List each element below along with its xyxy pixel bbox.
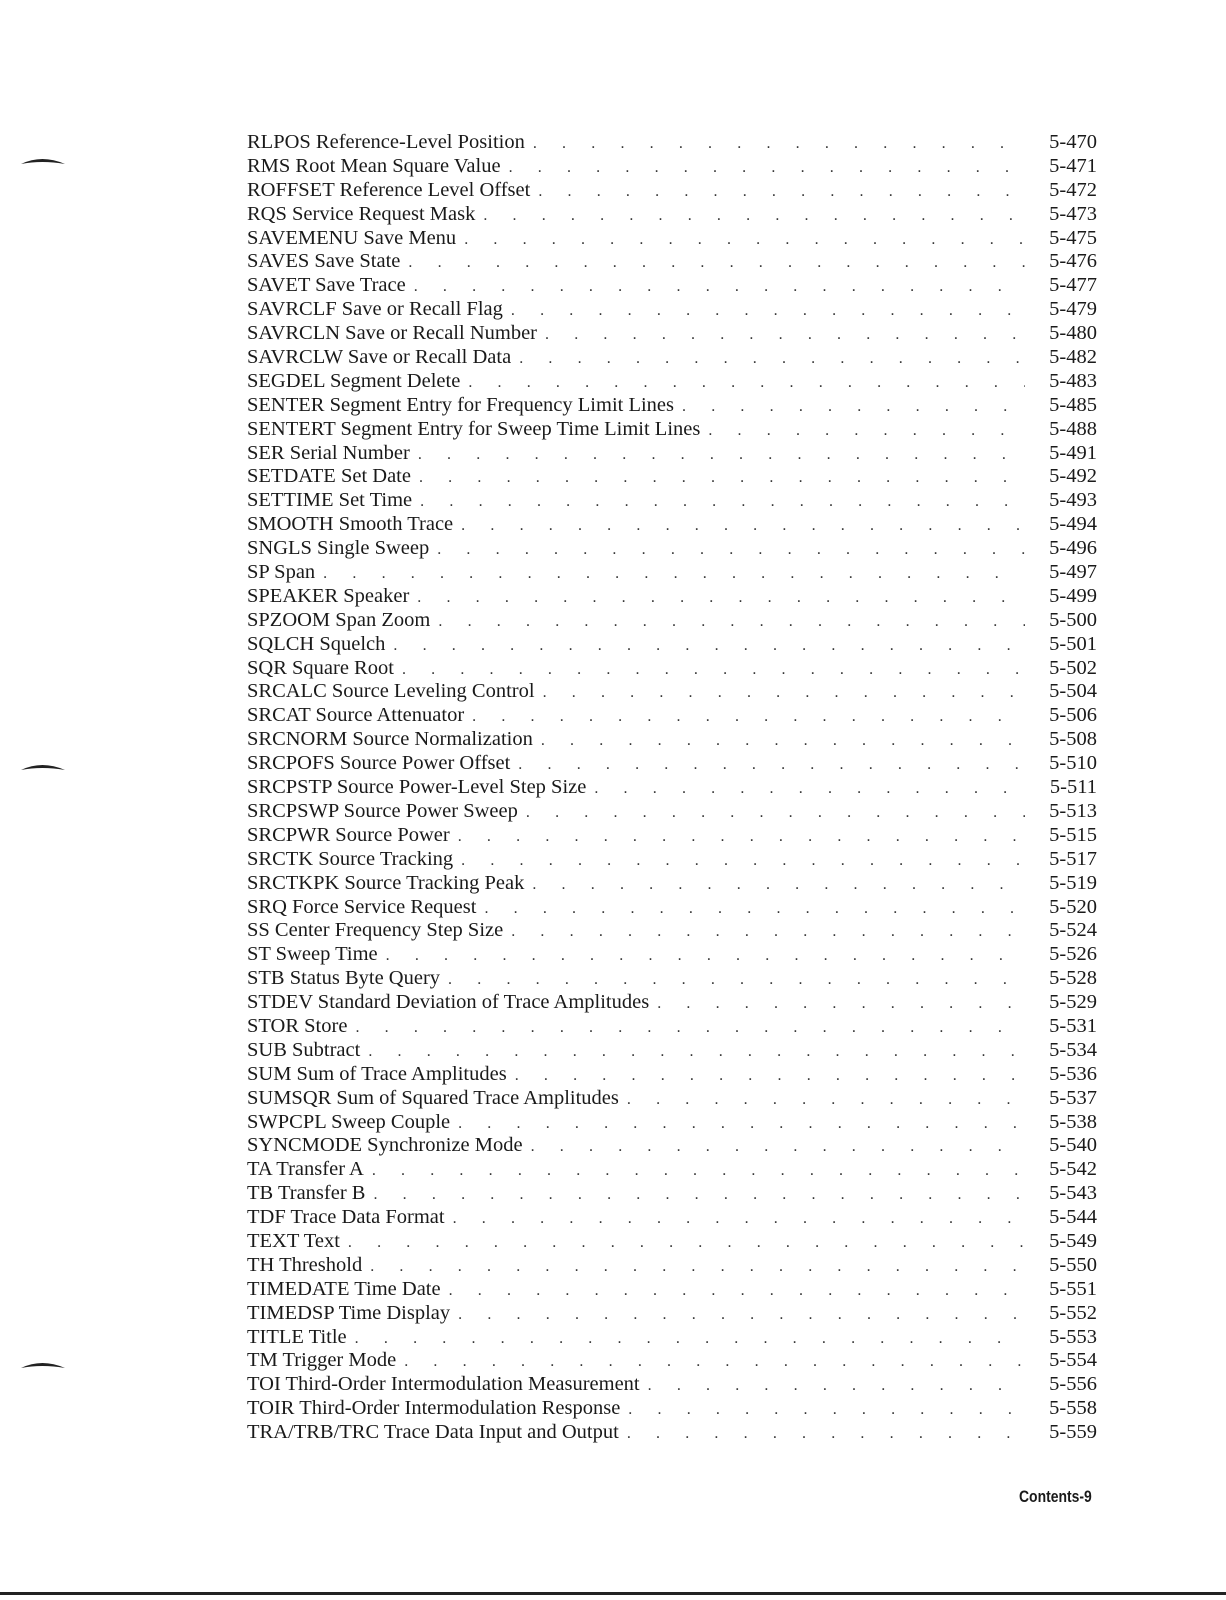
toc-entry[interactable]	[247, 561, 1097, 585]
toc-entry-page-number: 5-540	[1049, 1134, 1097, 1157]
toc-entry[interactable]	[247, 537, 1097, 561]
toc-entry-title: SETDATE Set Date	[247, 465, 411, 488]
toc-entry-page-number: 5-511	[1049, 776, 1097, 799]
toc-entry-page-number: 5-500	[1049, 608, 1097, 631]
toc-entry[interactable]	[247, 991, 1097, 1015]
dot-leader	[472, 705, 1025, 729]
dot-leader	[526, 801, 1025, 825]
toc-entry-title: SRCTK Source Tracking	[247, 847, 454, 870]
toc-entry-page-number: 5-510	[1049, 752, 1097, 775]
toc-entry[interactable]	[247, 1326, 1097, 1350]
dot-leader	[648, 1374, 1025, 1398]
toc-entry-page-number: 5-551	[1049, 1277, 1097, 1300]
toc-entry-page-number: 5-534	[1049, 1038, 1097, 1061]
dot-leader	[355, 1016, 1025, 1040]
toc-entry[interactable]	[247, 1015, 1097, 1039]
toc-entry[interactable]	[247, 131, 1097, 155]
dot-leader	[531, 1135, 1025, 1159]
toc-entry-title: TOI Third-Order Intermodulation Measurement	[247, 1373, 640, 1396]
toc-entry[interactable]	[247, 1349, 1097, 1373]
toc-entry-page-number: 5-538	[1049, 1110, 1097, 1133]
toc-entry[interactable]	[247, 1087, 1097, 1111]
dot-leader	[404, 1350, 1025, 1374]
dot-leader	[484, 897, 1025, 921]
toc-entry-title: SUB Subtract	[247, 1038, 361, 1061]
toc-entry-title: SAVET Save Trace	[247, 274, 406, 297]
toc-entry-page-number: 5-471	[1049, 154, 1097, 177]
toc-entry[interactable]	[247, 250, 1097, 274]
toc-entry-page-number: 5-524	[1049, 919, 1097, 942]
toc-entry-title: SQR Square Root	[247, 656, 394, 679]
dot-leader	[368, 1040, 1025, 1064]
toc-entry[interactable]	[247, 489, 1097, 513]
toc-entry-page-number: 5-476	[1049, 250, 1097, 273]
dot-leader	[370, 1255, 1025, 1279]
toc-entry[interactable]	[247, 1421, 1097, 1445]
toc-entry[interactable]	[247, 442, 1097, 466]
dot-leader	[448, 968, 1025, 992]
toc-entry-page-number: 5-526	[1049, 943, 1097, 966]
toc-entry-page-number: 5-552	[1049, 1301, 1097, 1324]
binder-hole-mark-icon	[20, 1361, 66, 1371]
toc-entry[interactable]	[247, 1158, 1097, 1182]
toc-entry-title: SRCALC Source Leveling Control	[247, 680, 535, 703]
toc-entry-title: TH Threshold	[247, 1253, 363, 1276]
toc-entry-title: SPEAKER Speaker	[247, 584, 410, 607]
toc-entry[interactable]	[247, 418, 1097, 442]
toc-entry-page-number: 5-473	[1049, 202, 1097, 225]
toc-entry[interactable]	[247, 1039, 1097, 1063]
toc-entry[interactable]	[247, 203, 1097, 227]
toc-entry[interactable]	[247, 179, 1097, 203]
toc-entry-title: SYNCMODE Synchronize Mode	[247, 1134, 523, 1157]
toc-entry-page-number: 5-494	[1049, 513, 1097, 536]
toc-entry-title: SENTERT Segment Entry for Sweep Time Limit Lines	[247, 417, 701, 440]
toc-entry-title: SRCAT Source Attenuator	[247, 704, 465, 727]
toc-entry[interactable]	[247, 752, 1097, 776]
dot-leader	[438, 610, 1025, 634]
toc-entry-page-number: 5-472	[1049, 178, 1097, 201]
dot-leader	[543, 681, 1025, 705]
toc-entry-title: TIMEDSP Time Display	[247, 1301, 451, 1324]
dot-leader	[511, 299, 1025, 323]
toc-entry-title: SRCPWR Source Power	[247, 823, 450, 846]
toc-entry[interactable]	[247, 824, 1097, 848]
toc-entry-page-number: 5-520	[1049, 895, 1097, 918]
toc-entry-page-number: 5-542	[1049, 1158, 1097, 1181]
dot-leader	[509, 156, 1025, 180]
toc-entry-page-number: 5-499	[1049, 584, 1097, 607]
toc-entry-page-number: 5-470	[1049, 131, 1097, 153]
toc-entry[interactable]	[247, 1254, 1097, 1278]
dot-leader	[538, 180, 1025, 204]
dot-leader	[468, 371, 1025, 395]
toc-entry-title: SRQ Force Service Request	[247, 895, 477, 918]
binder-hole-mark-icon	[20, 763, 66, 773]
toc-entry-page-number: 5-479	[1049, 298, 1097, 321]
dot-leader	[594, 777, 1025, 801]
toc-entry[interactable]	[247, 1111, 1097, 1135]
toc-entry-title: ST Sweep Time	[247, 943, 378, 966]
toc-entry-page-number: 5-556	[1049, 1373, 1097, 1396]
toc-entry-page-number: 5-493	[1049, 489, 1097, 512]
dot-leader	[532, 873, 1025, 897]
toc-entry-page-number: 5-544	[1049, 1206, 1097, 1229]
toc-entry-title: SAVRCLF Save or Recall Flag	[247, 298, 503, 321]
toc-entry-title: SRCNORM Source Normalization	[247, 728, 533, 751]
toc-entry-page-number: 5-519	[1049, 871, 1097, 894]
toc-entry[interactable]	[247, 1373, 1097, 1397]
toc-entry[interactable]	[247, 1278, 1097, 1302]
dot-leader	[464, 228, 1025, 252]
toc-entry-title: SER Serial Number	[247, 441, 410, 464]
toc-entry-page-number: 5-558	[1049, 1397, 1097, 1420]
toc-entry-page-number: 5-536	[1049, 1062, 1097, 1085]
dot-leader	[628, 1398, 1025, 1422]
toc-entry-title: TA Transfer A	[247, 1158, 364, 1181]
dot-leader	[419, 466, 1025, 490]
toc-entry-title: ROFFSET Reference Level Offset	[247, 178, 531, 201]
toc-entry[interactable]	[247, 227, 1097, 251]
toc-entry-title: TRA/TRB/TRC Trace Data Input and Output	[247, 1421, 619, 1444]
toc-entry-page-number: 5-491	[1049, 441, 1097, 464]
toc-entry[interactable]	[247, 776, 1097, 800]
dot-leader	[708, 419, 1025, 443]
toc-entry-title: STOR Store	[247, 1014, 348, 1037]
dot-leader	[372, 1159, 1025, 1183]
page-footer-label: Contents-9	[1019, 1487, 1092, 1506]
toc-entry-page-number: 5-553	[1049, 1325, 1097, 1348]
toc-entry[interactable]	[247, 633, 1097, 657]
toc-entry-page-number: 5-482	[1049, 346, 1097, 369]
toc-entry[interactable]	[247, 298, 1097, 322]
toc-entry-page-number: 5-496	[1049, 537, 1097, 560]
toc-entry-title: TEXT Text	[247, 1229, 340, 1252]
toc-entry-title: SWPCPL Sweep Couple	[247, 1110, 451, 1133]
binder-hole-mark-icon	[20, 157, 66, 167]
toc-entry-title: SQLCH Squelch	[247, 632, 386, 655]
dot-leader	[519, 347, 1025, 371]
dot-leader	[386, 944, 1025, 968]
dot-leader	[355, 1327, 1025, 1351]
dot-leader	[373, 1183, 1025, 1207]
toc-entry-page-number: 5-537	[1049, 1086, 1097, 1109]
dot-leader	[449, 1279, 1025, 1303]
dot-leader	[515, 1064, 1025, 1088]
toc-entry-title: SP Span	[247, 561, 316, 584]
toc-entry[interactable]	[247, 370, 1097, 394]
dot-leader	[393, 634, 1025, 658]
dot-leader	[511, 920, 1025, 944]
bottom-rule-divider	[0, 1592, 1226, 1595]
toc-entry[interactable]	[247, 896, 1097, 920]
toc-entry-title: SAVRCLW Save or Recall Data	[247, 346, 512, 369]
dot-leader	[323, 562, 1025, 586]
toc-entry[interactable]	[247, 800, 1097, 824]
dot-leader	[408, 251, 1025, 275]
toc-entry[interactable]	[247, 728, 1097, 752]
toc-entry-title: SRCPOFS Source Power Offset	[247, 752, 511, 775]
toc-entry-title: RMS Root Mean Square Value	[247, 154, 501, 177]
dot-leader	[420, 490, 1025, 514]
toc-entry-page-number: 5-508	[1049, 728, 1097, 751]
toc-entry-title: TB Transfer B	[247, 1182, 366, 1205]
dot-leader	[461, 849, 1025, 873]
dot-leader	[682, 395, 1025, 419]
toc-entry-title: SUMSQR Sum of Squared Trace Amplitudes	[247, 1086, 619, 1109]
toc-entry-page-number: 5-554	[1049, 1349, 1097, 1372]
toc-entry[interactable]	[247, 967, 1097, 991]
toc-entry[interactable]	[247, 274, 1097, 298]
dot-leader	[458, 825, 1025, 849]
toc-entry[interactable]	[247, 1182, 1097, 1206]
dot-leader	[348, 1231, 1025, 1255]
toc-entry-title: TITLE Title	[247, 1325, 347, 1348]
dot-leader	[437, 538, 1025, 562]
toc-entry-title: TM Trigger Mode	[247, 1349, 397, 1372]
toc-entry-page-number: 5-517	[1049, 847, 1097, 870]
toc-entry-page-number: 5-485	[1049, 393, 1097, 416]
toc-entry-title: SS Center Frequency Step Size	[247, 919, 504, 942]
toc-entry-title: SMOOTH Smooth Trace	[247, 513, 454, 536]
toc-entry-title: RLPOS Reference-Level Position	[247, 131, 525, 153]
toc-entry[interactable]	[247, 704, 1097, 728]
toc-entry-title: SRCPSWP Source Power Sweep	[247, 799, 518, 822]
toc-entry[interactable]	[247, 943, 1097, 967]
dot-leader	[533, 132, 1025, 156]
toc-entry-title: SUM Sum of Trace Amplitudes	[247, 1062, 507, 1085]
toc-entry-title: RQS Service Request Mask	[247, 202, 476, 225]
dot-leader	[458, 1112, 1025, 1136]
dot-leader	[627, 1422, 1025, 1446]
toc-entry[interactable]	[247, 1206, 1097, 1230]
toc-entry-page-number: 5-531	[1049, 1014, 1097, 1037]
toc-entry-title: SRCTKPK Source Tracking Peak	[247, 871, 525, 894]
dot-leader	[458, 1303, 1025, 1327]
dot-leader	[518, 753, 1025, 777]
dot-leader	[657, 992, 1025, 1016]
toc-entry-page-number: 5-529	[1049, 991, 1097, 1014]
toc-entry-page-number: 5-543	[1049, 1182, 1097, 1205]
toc-entry-page-number: 5-497	[1049, 561, 1097, 584]
toc-entry-page-number: 5-515	[1049, 823, 1097, 846]
toc-entry[interactable]	[247, 1134, 1097, 1158]
toc-entry-page-number: 5-501	[1049, 632, 1097, 655]
toc-entry-title: STB Status Byte Query	[247, 967, 441, 990]
dot-leader	[545, 323, 1025, 347]
toc-entry[interactable]	[247, 1230, 1097, 1254]
toc-entry-title: TIMEDATE Time Date	[247, 1277, 441, 1300]
dot-leader	[483, 204, 1025, 228]
toc-entry-page-number: 5-502	[1049, 656, 1097, 679]
dot-leader	[541, 729, 1025, 753]
toc-entry[interactable]	[247, 848, 1097, 872]
dot-leader	[414, 275, 1025, 299]
toc-entry[interactable]	[247, 680, 1097, 704]
toc-entry-page-number: 5-549	[1049, 1229, 1097, 1252]
toc-entry[interactable]	[247, 1397, 1097, 1421]
toc-entry[interactable]	[247, 346, 1097, 370]
toc-entry-page-number: 5-559	[1049, 1421, 1097, 1444]
dot-leader	[461, 514, 1025, 538]
table-of-contents	[247, 131, 1097, 1445]
toc-entry-page-number: 5-475	[1049, 226, 1097, 249]
toc-entry[interactable]	[247, 513, 1097, 537]
toc-entry[interactable]	[247, 585, 1097, 609]
toc-entry-title: SETTIME Set Time	[247, 489, 413, 512]
toc-entry-page-number: 5-477	[1049, 274, 1097, 297]
toc-entry[interactable]	[247, 1063, 1097, 1087]
toc-entry[interactable]	[247, 465, 1097, 489]
toc-entry-page-number: 5-492	[1049, 465, 1097, 488]
toc-entry-title: STDEV Standard Deviation of Trace Amplitudes	[247, 991, 650, 1014]
toc-entry[interactable]	[247, 1302, 1097, 1326]
toc-entry-page-number: 5-506	[1049, 704, 1097, 727]
toc-entry-page-number: 5-504	[1049, 680, 1097, 703]
toc-entry-title: TDF Trace Data Format	[247, 1206, 445, 1229]
toc-entry-title: SNGLS Single Sweep	[247, 537, 430, 560]
toc-entry-page-number: 5-513	[1049, 799, 1097, 822]
toc-entry-title: SRCPSTP Source Power-Level Step Size	[247, 776, 587, 799]
toc-entry-title: SEGDEL Segment Delete	[247, 369, 461, 392]
dot-leader	[402, 658, 1025, 682]
dot-leader	[417, 586, 1025, 610]
toc-entry[interactable]	[247, 155, 1097, 179]
dot-leader	[453, 1207, 1025, 1231]
toc-entry[interactable]	[247, 609, 1097, 633]
toc-entry-page-number: 5-528	[1049, 967, 1097, 990]
dot-leader	[418, 443, 1025, 467]
toc-entry-title: SAVRCLN Save or Recall Number	[247, 322, 538, 345]
toc-entry-title: SAVES Save State	[247, 250, 401, 273]
toc-entry-page-number: 5-488	[1049, 417, 1097, 440]
toc-entry-page-number: 5-480	[1049, 322, 1097, 345]
toc-entry[interactable]	[247, 322, 1097, 346]
toc-entry[interactable]	[247, 872, 1097, 896]
toc-entry[interactable]	[247, 657, 1097, 681]
toc-entry[interactable]	[247, 394, 1097, 418]
toc-entry[interactable]	[247, 919, 1097, 943]
toc-entry-title: SAVEMENU Save Menu	[247, 226, 457, 249]
dot-leader	[627, 1088, 1025, 1112]
toc-entry-title: SPZOOM Span Zoom	[247, 608, 431, 631]
toc-entry-title: SENTER Segment Entry for Frequency Limit Lines	[247, 393, 675, 416]
toc-entry-page-number: 5-550	[1049, 1253, 1097, 1276]
toc-entry-title: TOIR Third-Order Intermodulation Response	[247, 1397, 621, 1420]
toc-entry-page-number: 5-483	[1049, 369, 1097, 392]
